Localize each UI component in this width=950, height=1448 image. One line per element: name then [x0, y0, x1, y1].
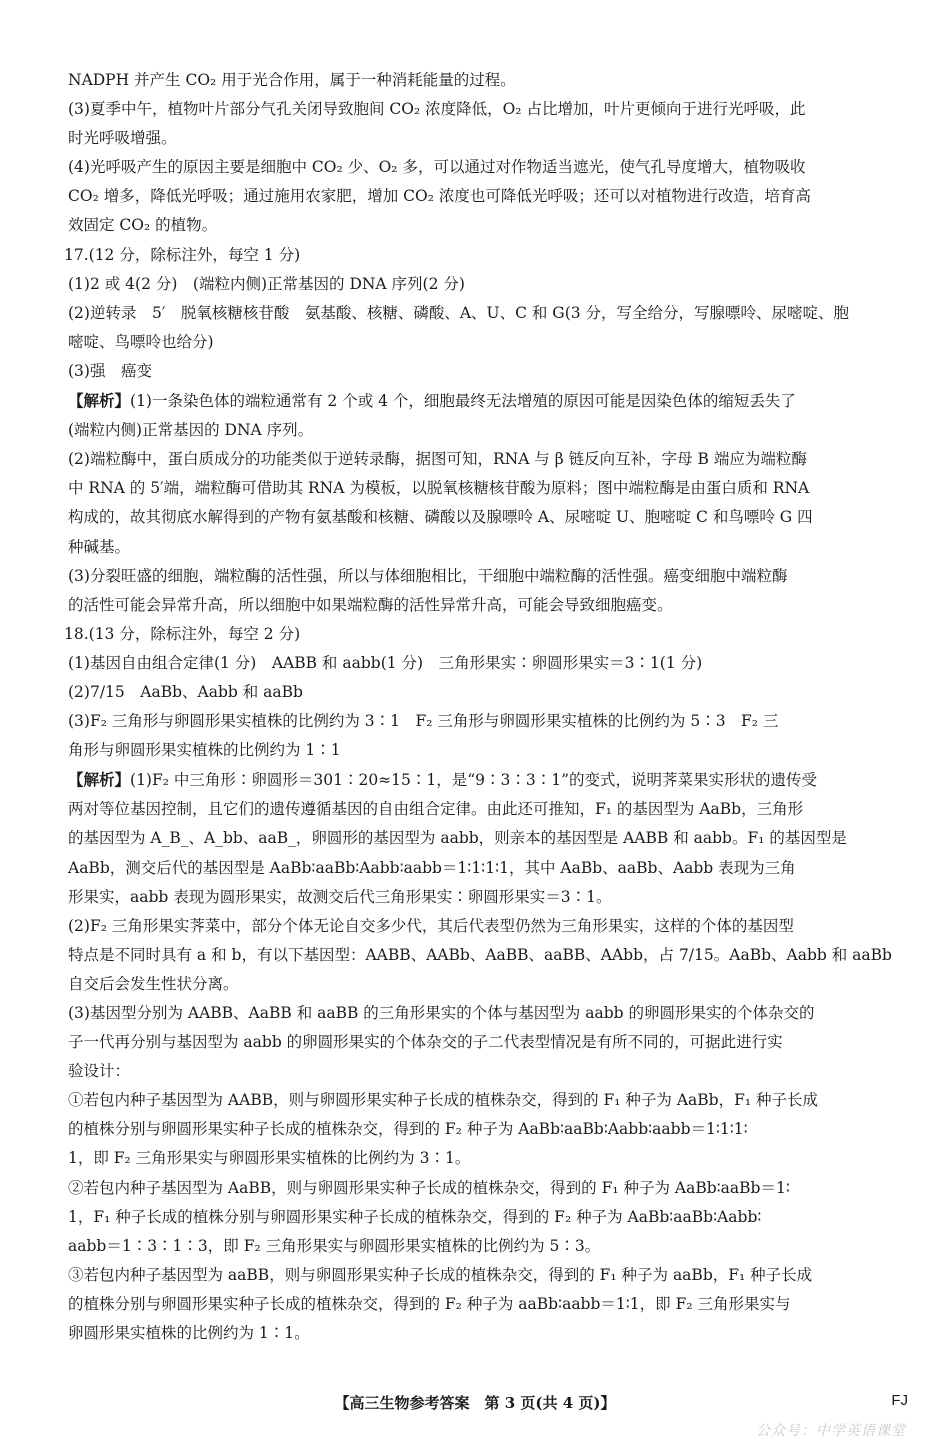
text-line: ②若包内种子基因型为 AaBB，则与卵圆形果实种子长成的植株杂交，得到的 F₁ 种子为 AaBb∶aaBb＝1∶ [68, 1178, 790, 1197]
text-line: 嘧啶、鸟嘌呤也给分) [68, 332, 214, 351]
question-18-heading: 18.(13 分，除标注外，每空 2 分) [64, 624, 301, 643]
text-line: ①若包内种子基因型为 AABB，则与卵圆形果实种子长成的植株杂交，得到的 F₁ 种子为 AaBb，F₁ 种子长成 [68, 1091, 818, 1110]
text-line: (3)基因型分别为 AABB、AaBB 和 aaBB 的三角形果实的个体与基因型为 aabb 的卵圆形果实的个体杂交的 [68, 1004, 815, 1022]
watermark: 公众号：中学英语课堂 [756, 1423, 906, 1439]
text-line: NADPH 并产生 CO₂ 用于光合作用，属于一种消耗能量的过程。 [68, 71, 516, 89]
text-line: 的植株分别与卵圆形果实种子长成的植株杂交，得到的 F₂ 种子为 AaBb∶aaBb∶Aabb∶aabb＝1∶1∶1∶ [68, 1120, 748, 1139]
text-line: (1)基因自由组合定律(1 分) AABB 和 aabb(1 分) 三角形果实∶卵圆形果实＝3∶1(1 分) [68, 653, 703, 672]
text-line: 时光呼吸增强。 [68, 129, 177, 148]
text-line: 验设计： [68, 1062, 131, 1081]
text-line: (2)F₂ 三角形果实荠菜中，部分个体无论自交多少代，其后代表型仍然为三角形果实，这样的个体的基因型 [68, 916, 794, 935]
text-line: 构成的，故其彻底水解得到的产物有氨基酸和核糖、磷酸以及腺嘌呤 A、尿嘧啶 U、胞嘧啶 C 和鸟嘌呤 G 四 [68, 508, 813, 527]
text-line: 两对等位基因控制，且它们的遗传遵循基因的自由组合定律。由此还可推知，F₁ 的基因型为 AaBb，三角形 [68, 800, 804, 819]
text-line: (3)夏季中午，植物叶片部分气孔关闭导致胞间 CO₂ 浓度降低，O₂ 占比增加，叶片更倾向于进行光呼吸，此 [68, 100, 806, 119]
text-line: 1，F₁ 种子长成的植株分别与卵圆形果实种子长成的植株杂交，得到的 F₂ 种子为 AaBb∶aaBb∶Aabb∶ [68, 1207, 762, 1226]
footer-title: 【高三生物参考答案 第 3 页(共 4 页)】 [334, 1394, 616, 1412]
text-line: 种碱基。 [68, 537, 131, 556]
page-footer [0, 1392, 950, 1420]
text-line: (3)分裂旺盛的细胞，端粒酶的活性强，所以与体细胞相比，干细胞中端粒酶的活性强。癌变细胞中端粒酶 [68, 566, 788, 585]
text-line: 子一代再分别与基因型为 aabb 的卵圆形果实的个体杂交的子二代表型情况是有所不同的，可据此进行实 [68, 1033, 783, 1052]
text-line: 1，即 F₂ 三角形果实与卵圆形果实植株的比例约为 3∶1。 [68, 1149, 471, 1168]
text-line: AaBb，测交后代的基因型是 AaBb∶aaBb∶Aabb∶aabb＝1∶1∶1∶1，其中 AaBb、aaBb、Aabb 表现为三角 [68, 858, 796, 877]
text-line: (2)端粒酶中，蛋白质成分的功能类似于逆转录酶，据图可知，RNA 与 β 链反向互补，字母 B 端应为端粒酶 [68, 450, 807, 469]
text-line: 形果实，aabb 表现为圆形果实，故测交后代三角形果实∶卵圆形果实＝3∶1。 [68, 887, 612, 906]
text-line: 效固定 CO₂ 的植物。 [68, 216, 218, 235]
text-line: CO₂ 增多，降低光呼吸；通过施用农家肥，增加 CO₂ 浓度也可降低光呼吸；还可以对植物进行改造，培育高 [68, 187, 811, 206]
text-line: (2)逆转录 5′ 脱氧核糖核苷酸 氨基酸、核糖、磷酸、A、U、C 和 G(3 分，写全给分，写腺嘌呤、尿嘧啶、胞 [68, 303, 850, 322]
text-line: ③若包内种子基因型为 aaBB，则与卵圆形果实种子长成的植株杂交，得到的 F₁ 种子为 aaBb，F₁ 种子长成 [68, 1265, 813, 1284]
text-line: 特点是不同时具有 a 和 b，有以下基因型：AABB、AABb、AaBB、aaBB、AAbb，占 7/15。AaBb、Aabb 和 aaBb [68, 945, 892, 964]
analysis-label: 【解析】 [68, 770, 131, 790]
text-line: (4)光呼吸产生的原因主要是细胞中 CO₂ 少、O₂ 多，可以通过对作物适当遮光，使气孔导度增大，植物吸收 [68, 158, 806, 177]
text-line: 的植株分别与卵圆形果实种子长成的植株杂交，得到的 F₂ 种子为 aaBb∶aabb＝1∶1，即 F₂ 三角形果实与 [68, 1294, 791, 1313]
text-line: 角形与卵圆形果实植株的比例约为 1∶1 [68, 741, 341, 760]
text-line: 中 RNA 的 5′端，端粒酶可借助其 RNA 为模板，以脱氧核糖核苷酸为原料；图中端粒酶是由蛋白质和 RNA [68, 479, 810, 498]
text-line: aabb＝1∶3∶1∶3，即 F₂ 三角形果实与卵圆形果实植株的比例约为 5∶3。 [68, 1236, 601, 1255]
question-17-heading: 17.(12 分，除标注外，每空 1 分) [64, 245, 301, 264]
text-line: 的活性可能会异常升高，所以细胞中如果端粒酶的活性异常升高，可能会导致细胞癌变。 [68, 595, 673, 614]
analysis-line: 【解析】(1)一条染色体的端粒通常有 2 个或 4 个，细胞最终无法增殖的原因可能是因染色体的缩短丢失了 [68, 391, 796, 411]
text-line: 的基因型为 A_B_、A_bb、aaB_，卵圆形的基因型为 aabb，则亲本的基因型是 AABB 和 aabb。F₁ 的基因型是 [68, 829, 847, 848]
analysis-label: 【解析】 [68, 391, 131, 411]
text-line: 卵圆形果实植株的比例约为 1∶1。 [68, 1324, 310, 1343]
text-line: (3)F₂ 三角形与卵圆形果实植株的比例约为 3∶1 F₂ 三角形与卵圆形果实植株的比例约为 5∶3 F₂ 三 [68, 712, 779, 731]
text-line: (端粒内侧)正常基因的 DNA 序列。 [68, 421, 314, 440]
text-line: (3)强 癌变 [68, 361, 152, 380]
answer-content [64, 66, 910, 1348]
analysis-line: 【解析】(1)F₂ 中三角形∶卵圆形＝301∶20≈15∶1，是“9∶3∶3∶1”的变式，说明荠菜果实形状的遗传受 [68, 770, 818, 790]
text-line: (2)7/15 AaBb、Aabb 和 aaBb [68, 682, 303, 701]
text-line: (1)2 或 4(2 分) (端粒内侧)正常基因的 DNA 序列(2 分) [68, 274, 465, 293]
footer-code: FJ [891, 1392, 908, 1409]
text-line: 自交后会发生性状分离。 [68, 974, 239, 993]
